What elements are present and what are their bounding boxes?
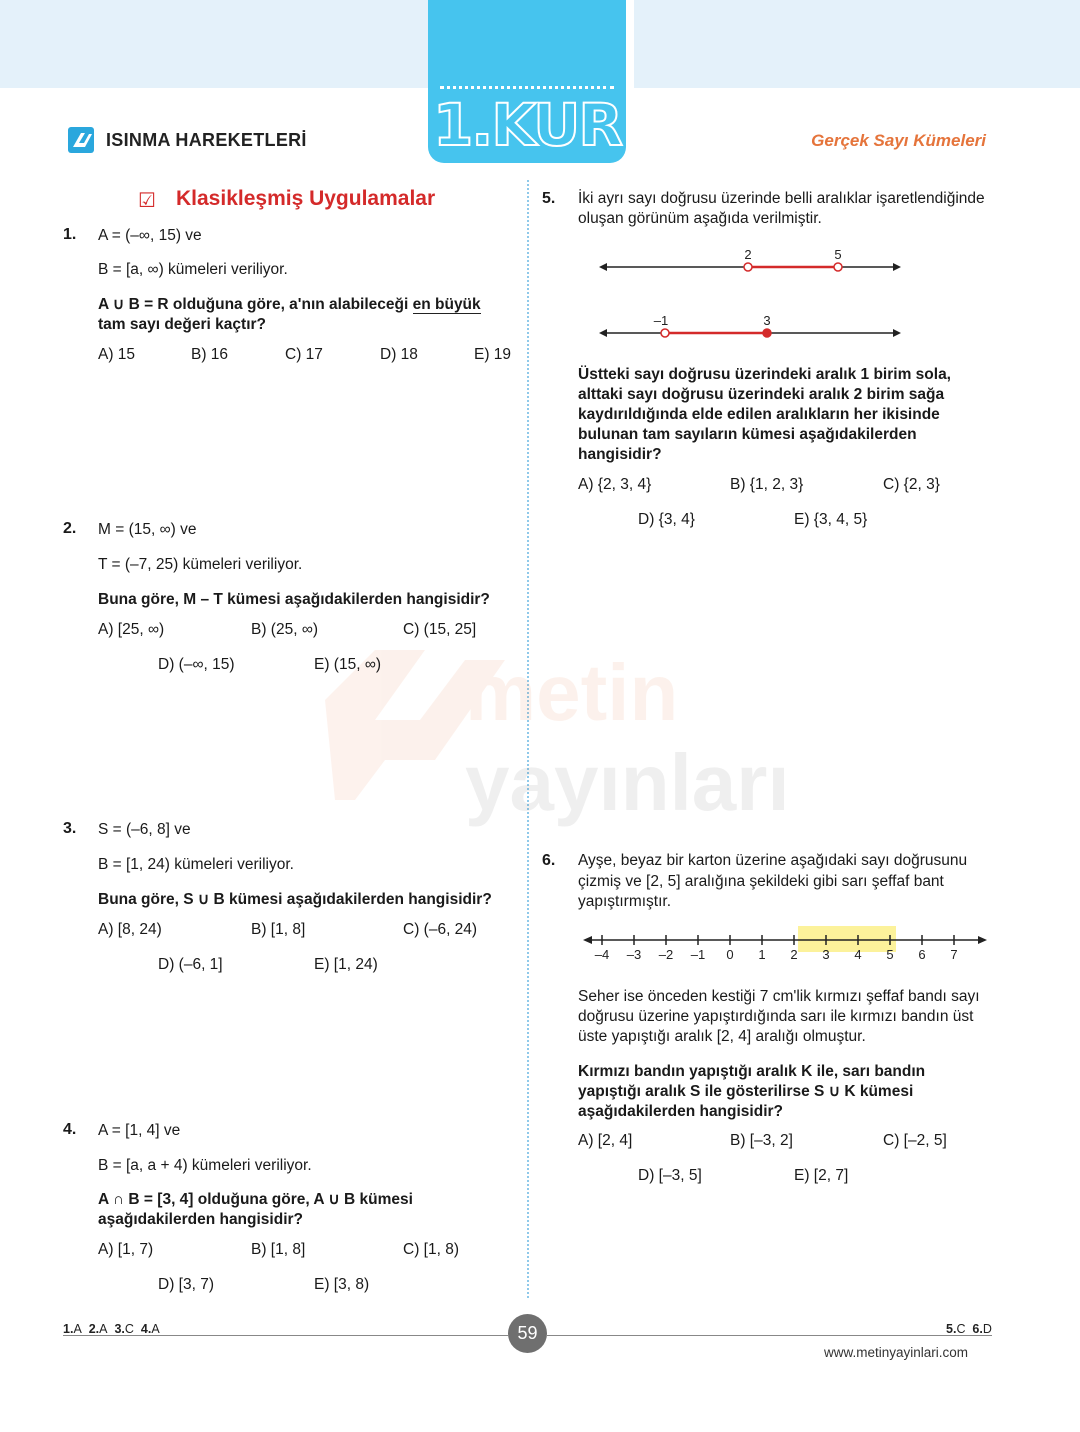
publisher-logo-icon xyxy=(68,127,94,153)
answer-key-right: 5.C 6.D xyxy=(946,1322,992,1336)
question-6-option-d[interactable]: D) [–3, 5] xyxy=(638,1167,702,1184)
question-3-number: 3. xyxy=(63,820,77,837)
question-2-line2: T = (–7, 25) kümeleri veriliyor. xyxy=(98,556,303,573)
question-2-line1: M = (15, ∞) ve xyxy=(98,521,197,538)
question-6-option-b[interactable]: B) [–3, 2] xyxy=(730,1132,793,1149)
page-number: 59 xyxy=(508,1314,547,1353)
tick-label: 1 xyxy=(758,947,766,962)
question-4-option-c[interactable]: C) [1, 8) xyxy=(403,1241,459,1258)
question-3-option-a[interactable]: A) [8, 24) xyxy=(98,921,162,938)
question-4-option-b[interactable]: B) [1, 8] xyxy=(251,1241,306,1258)
level-tab-dots xyxy=(440,86,614,89)
tick-label: 5 xyxy=(886,947,894,962)
question-3-line1: S = (–6, 8] ve xyxy=(98,821,191,838)
tick-label: 2 xyxy=(790,947,798,962)
question-6-intro2: çizmiş ve [2, 5] aralığına şekildeki gibi sarı şeffaf bant xyxy=(578,873,944,890)
question-2-option-a[interactable]: A) [25, ∞) xyxy=(98,621,165,638)
question-4-prompt1: A ∩ B = [3, 4] olduğuna göre, A ∪ B kümesi xyxy=(98,1191,413,1208)
question-1-option-e[interactable]: E) 19 xyxy=(474,346,512,363)
question-5-prompt5: hangisidir? xyxy=(578,446,662,463)
question-6-middle2: doğrusu üzerine yapıştırdığında sarı ile kırmızı bandın üst xyxy=(578,1008,974,1025)
question-4-prompt2: aşağıdakilerden hangisidir? xyxy=(98,1211,304,1228)
tick-label: 0 xyxy=(726,947,734,962)
checkbox-icon: ☑ xyxy=(138,190,156,212)
question-3-prompt: Buna göre, S ∪ B kümesi aşağıdakilerden hangisidir? xyxy=(98,891,492,908)
question-5-line2: oluşan görünüm aşağıda verilmiştir. xyxy=(578,210,822,227)
question-3-option-d[interactable]: D) (–6, 1] xyxy=(158,956,223,973)
question-1-line1: A = (–∞, 15) ve xyxy=(98,227,202,244)
question-5-prompt4: bulunan tam sayıların kümesi aşağıdakilerden xyxy=(578,426,917,443)
svg-text:metin: metin xyxy=(465,648,679,737)
question-2-option-c[interactable]: C) (15, 25] xyxy=(403,621,477,638)
level-badge: 1.KUR xyxy=(432,91,622,159)
publisher-website[interactable]: www.metinyayinlari.com xyxy=(823,1345,968,1360)
tick-label: 7 xyxy=(950,947,958,962)
tick-label: 4 xyxy=(854,947,862,962)
question-4-option-e[interactable]: E) [3, 8) xyxy=(314,1276,370,1293)
section-heading: Klasikleşmiş Uygulamalar xyxy=(176,187,436,210)
line-a-label-left: 2 xyxy=(744,247,752,262)
tick-label: –3 xyxy=(626,947,642,962)
question-3-option-b[interactable]: B) [1, 8] xyxy=(251,921,306,938)
question-1-number: 1. xyxy=(63,226,77,243)
line-b-label-right: 3 xyxy=(763,313,771,328)
question-2-option-b[interactable]: B) (25, ∞) xyxy=(251,621,319,638)
tick-label: –4 xyxy=(594,947,610,962)
question-5-prompt2: alttaki sayı doğrusu üzerindeki aralık 2 birim sağa xyxy=(578,386,945,403)
question-5-option-c[interactable]: C) {2, 3} xyxy=(883,476,940,493)
question-5-option-e[interactable]: E) {3, 4, 5} xyxy=(794,511,868,528)
question-1-prompt1 xyxy=(98,295,481,315)
question-5-option-d[interactable]: D) {3, 4} xyxy=(638,511,695,528)
question-5-prompt1: Üstteki sayı doğrusu üzerindeki aralık 1 birim sola, xyxy=(578,366,951,383)
question-6-option-e[interactable]: E) [2, 7] xyxy=(794,1167,849,1184)
topic-title: Gerçek Sayı Kümeleri xyxy=(811,131,986,150)
question-6-intro1: Ayşe, beyaz bir karton üzerine aşağıdaki sayı doğrusunu xyxy=(578,852,968,869)
question-5-option-b[interactable]: B) {1, 2, 3} xyxy=(730,476,804,493)
question-2-option-d[interactable]: D) (–∞, 15) xyxy=(158,656,235,673)
question-4-option-d[interactable]: D) [3, 7) xyxy=(158,1276,214,1293)
question-6-prompt1: Kırmızı bandın yapıştığı aralık K ile, sarı bandın xyxy=(578,1063,926,1080)
question-6-prompt2: yapıştığı aralık S ile gösterilirse S ∪ K kümesi xyxy=(578,1083,914,1100)
question-3-option-e[interactable]: E) [1, 24) xyxy=(314,956,378,973)
question-6-middle1: Seher ise önceden kestiği 7 cm'lik kırmızı şeffaf bandı sayı xyxy=(578,988,980,1005)
question-1-line2: B = [a, ∞) kümeleri veriliyor. xyxy=(98,261,288,278)
question-4-number: 4. xyxy=(63,1121,77,1138)
question-1-option-d[interactable]: D) 18 xyxy=(380,346,418,363)
question-4-option-a[interactable]: A) [1, 7) xyxy=(98,1241,154,1258)
footer-rule-right xyxy=(547,1335,992,1336)
line-b-label-left: –1 xyxy=(653,313,669,328)
header-band-left xyxy=(0,0,430,88)
question-5-number: 5. xyxy=(542,190,556,207)
question-5-prompt3: kaydırıldığında elde edilen aralıkların her ikisinde xyxy=(578,406,940,423)
question-5-number-lines xyxy=(595,240,905,345)
question-6-number-line xyxy=(580,922,992,968)
question-6-option-a[interactable]: A) [2, 4] xyxy=(578,1132,633,1149)
tick-label: 3 xyxy=(822,947,830,962)
question-3-line2: B = [1, 24) kümeleri veriliyor. xyxy=(98,856,294,873)
question-1-option-c[interactable]: C) 17 xyxy=(285,346,323,363)
yellow-tape xyxy=(798,926,896,952)
question-4-line1: A = [1, 4] ve xyxy=(98,1122,181,1139)
svg-text:yayınları: yayınları xyxy=(465,738,790,827)
question-4-line2: B = [a, a + 4) kümeleri veriliyor. xyxy=(98,1157,312,1174)
question-6-middle3: üste yapıştığı aralık [2, 4] aralığı olmuştur. xyxy=(578,1028,866,1045)
tick-label: –2 xyxy=(658,947,674,962)
tick-label: –1 xyxy=(690,947,706,962)
question-1-option-a[interactable]: A) 15 xyxy=(98,346,136,363)
question-6-option-c[interactable]: C) [–2, 5] xyxy=(883,1132,947,1149)
question-1-prompt2: tam sayı değeri kaçtır? xyxy=(98,316,266,333)
question-2-option-e[interactable]: E) (15, ∞) xyxy=(314,656,382,673)
line-a-label-right: 5 xyxy=(834,247,842,262)
header-band-right xyxy=(634,0,1080,88)
question-6-intro3: yapıştırmıştır. xyxy=(578,893,672,910)
question-2-number: 2. xyxy=(63,520,77,537)
tick-label: 6 xyxy=(918,947,926,962)
question-3-option-c[interactable]: C) (–6, 24) xyxy=(403,921,478,938)
question-5-line1: İki ayrı sayı doğrusu üzerinde belli aralıklar işaretlendiğinde xyxy=(578,190,985,207)
question-2-prompt: Buna göre, M – T kümesi aşağıdakilerden hangisidir? xyxy=(98,591,490,608)
section-title: ISINMA HAREKETLERİ xyxy=(106,130,307,150)
question-6-number: 6. xyxy=(542,852,556,869)
question-1-prompt1-text: A ∪ B = R olduğuna göre, a'nın alabileceği xyxy=(98,296,413,313)
question-1-prompt1-emphasis: en büyük xyxy=(412,296,481,313)
question-6-prompt3: aşağıdakilerden hangisidir? xyxy=(578,1103,784,1120)
question-5-option-a[interactable]: A) {2, 3, 4} xyxy=(578,476,652,493)
answer-key-left: 1.A 2.A 3.C 4.A xyxy=(63,1322,160,1336)
question-1-option-b[interactable]: B) 16 xyxy=(191,346,229,363)
